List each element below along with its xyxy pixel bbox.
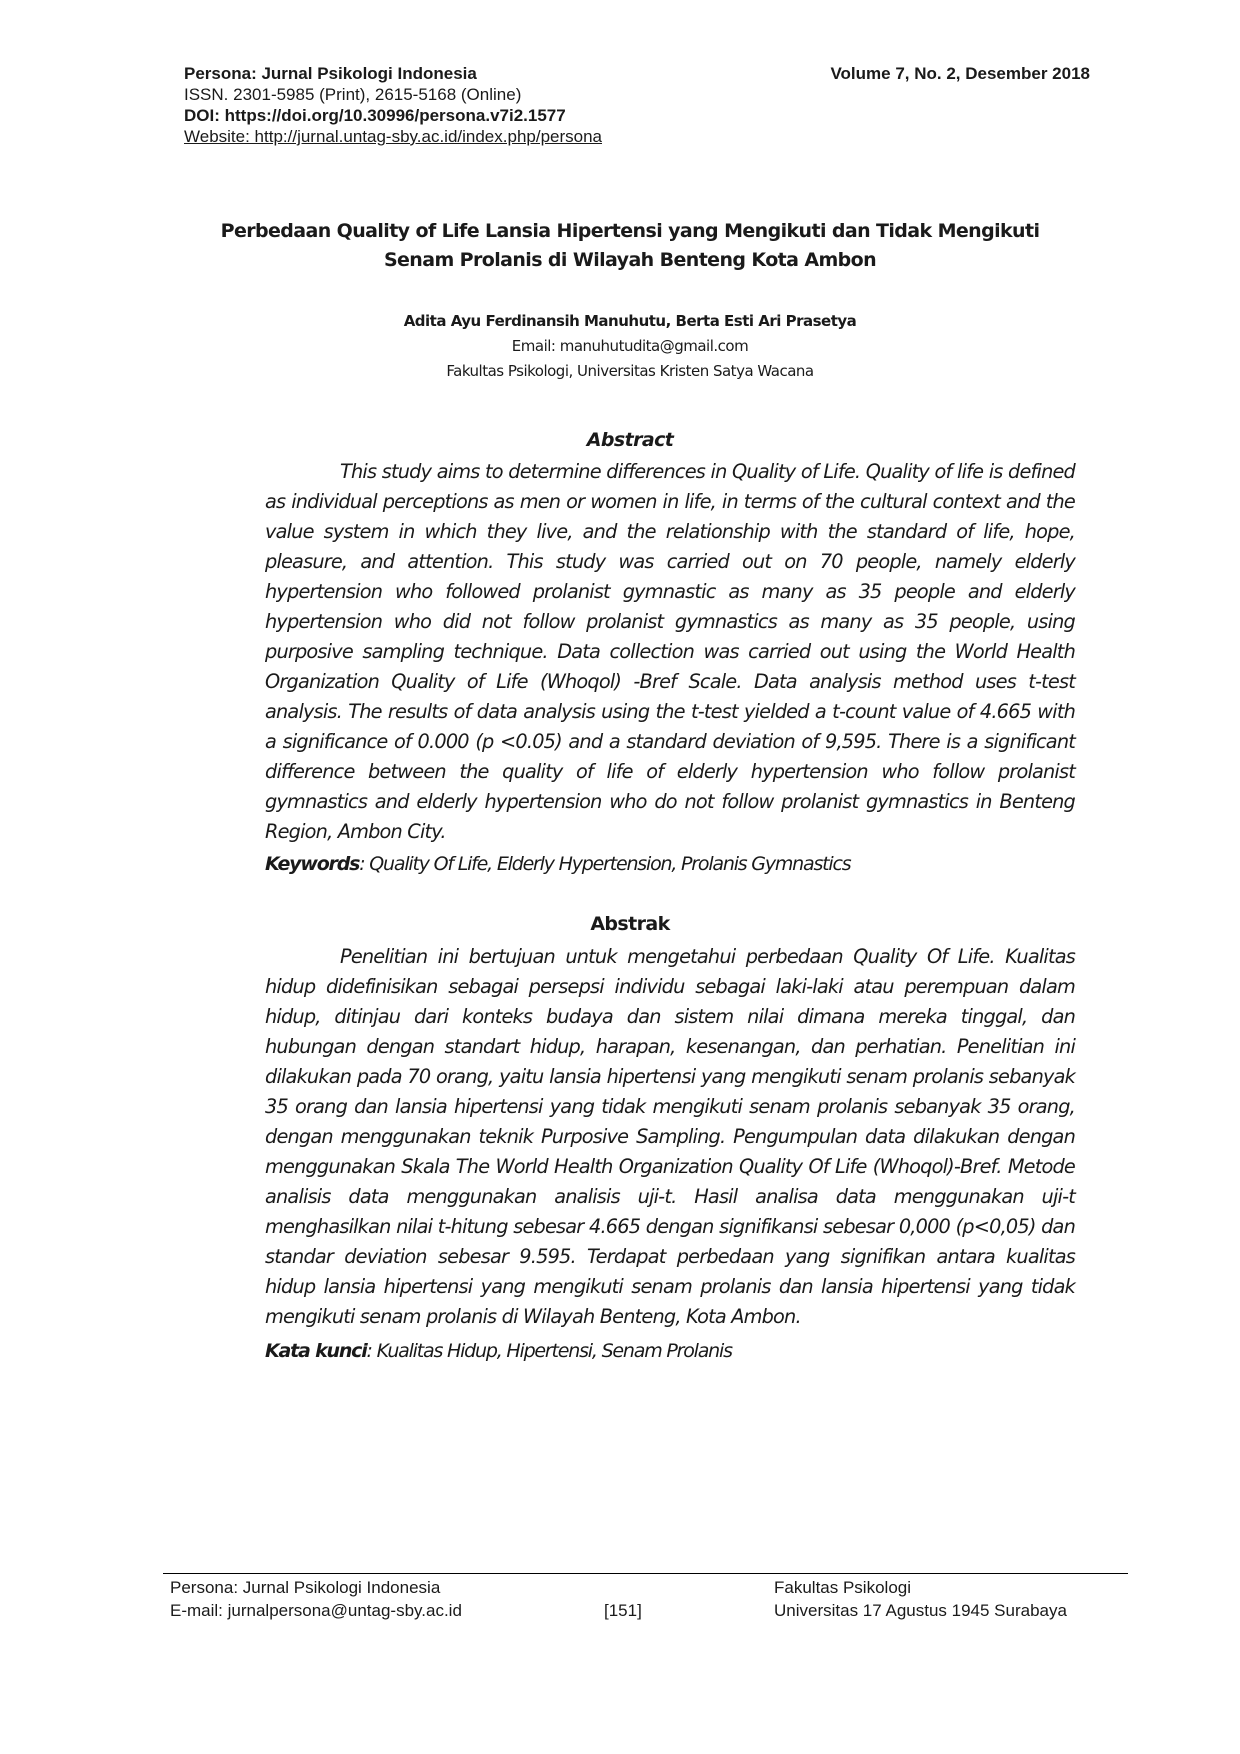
paper-title: Perbedaan Quality of Life Lansia Hipertensi yang Mengikuti dan Tidak Mengikuti Senam Prolanis di Wilayah Benteng Kota Ambon	[220, 220, 1040, 271]
abstract-body	[265, 457, 1075, 847]
issn: ISSN. 2301-5985 (Print), 2615-5168 (Online)	[184, 85, 522, 104]
footer-journal: Persona: Jurnal Psikologi Indonesia	[170, 1578, 441, 1597]
keywords-label: Keywords	[265, 853, 360, 875]
page-number: [151]	[604, 1601, 642, 1620]
keywords-list: : Quality Of Life, Elderly Hypertension, Prolanis Gymnastics	[359, 853, 851, 875]
abstract-text: This study aims to determine differences in Quality of Life. Quality of life is defined as individual perceptions as men or women in life, in terms of the cultural context and the value system in which they live, and the relationship with the standard of life, hope, pleasure, and attention. This study was carried out on 70 people, namely elderly hypertension who followed prolanist gymnastic as many as 35 people and elderly hypertension who did not follow prolanist gymnastics as many as 35 people, using purposive sampling technique. Data collection was carried out using the World Health Organization Quality of Life (Whoqol) -Bref Scale. Data analysis method uses t-test analysis. The results of data analysis using the t-test yielded a t-count value of 4.665 with a significance of 0.000 (p <0.05) and a standard deviation of 9,595. There is a significant difference between the quality of life of elderly hypertension who follow prolanist gymnastics and elderly hypertension who do not follow prolanist gymnastics in Benteng Region, Ambon City.	[265, 460, 1075, 843]
journal-header	[184, 63, 704, 147]
kata-kunci-label: Kata kunci	[265, 1340, 367, 1362]
website-link[interactable]: Website: http://jurnal.untag-sby.ac.id/index.php/persona	[184, 127, 603, 146]
author-names: Adita Ayu Ferdinansih Manuhutu, Berta Esti Ari Prasetya	[403, 312, 857, 330]
footer-faculty: Fakultas Psikologi	[774, 1578, 912, 1597]
footer-email: E-mail: jurnalpersona@untag-sby.ac.id	[170, 1601, 462, 1620]
kata-kunci	[265, 1340, 1085, 1362]
footer-left	[170, 1576, 462, 1622]
keywords	[265, 853, 1085, 875]
journal-name: Persona: Jurnal Psikologi Indonesia	[184, 64, 477, 83]
footer-divider	[163, 1573, 1128, 1574]
volume-info: Volume 7, No. 2, Desember 2018	[830, 64, 1090, 83]
abstrak-text: Penelitian ini bertujuan untuk mengetahui perbedaan Quality Of Life. Kualitas hidup didefinisikan sebagai persepsi individu sebagai laki-laki atau perempuan dalam hidup, ditinjau dari konteks budaya dan sistem nilai dimana mereka tinggal, dan hubungan dengan standart hidup, harapan, kesenangan, dan perhatian. Penelitian ini dilakukan pada 70 orang, yaitu lansia hipertensi yang mengikuti senam prolanis sebanyak 35 orang dan lansia hipertensi yang tidak mengikuti senam prolanis sebanyak 35 orang, dengan menggunakan teknik Purposive Sampling. Pengumpulan data dilakukan dengan menggunakan Skala The World Health Organization Quality Of Life (Whoqol)-Bref. Metode analisis data menggunakan analisis uji-t. Hasil analisa data menggunakan uji-t menghasilkan nilai t-hitung sebesar 4.665 dengan signifikansi sebesar 0,000 (p<0,05) dan standar deviation sebesar 9.595. Terdapat perbedaan yang signifikan antara kualitas hidup lansia hipertensi yang mengikuti senam prolanis dan lansia hipertensi yang tidak mengikuti senam prolanis di Wilayah Benteng, Kota Ambon.	[265, 945, 1075, 1328]
abstract-heading: Abstract	[586, 429, 674, 451]
author-block	[250, 309, 1010, 384]
abstrak-body	[265, 942, 1075, 1332]
doi: DOI: https://doi.org/10.30996/persona.v7i2.1577	[184, 106, 566, 125]
kata-kunci-list: : Kualitas Hidup, Hipertensi, Senam Prolanis	[366, 1340, 732, 1362]
author-email: Email: manuhutudita@gmail.com	[511, 337, 749, 355]
abstrak-heading: Abstrak	[590, 913, 670, 935]
footer-right	[774, 1576, 1067, 1622]
author-affiliation: Fakultas Psikologi, Universitas Kristen Satya Wacana	[446, 362, 814, 380]
footer-university: Universitas 17 Agustus 1945 Surabaya	[774, 1601, 1067, 1620]
